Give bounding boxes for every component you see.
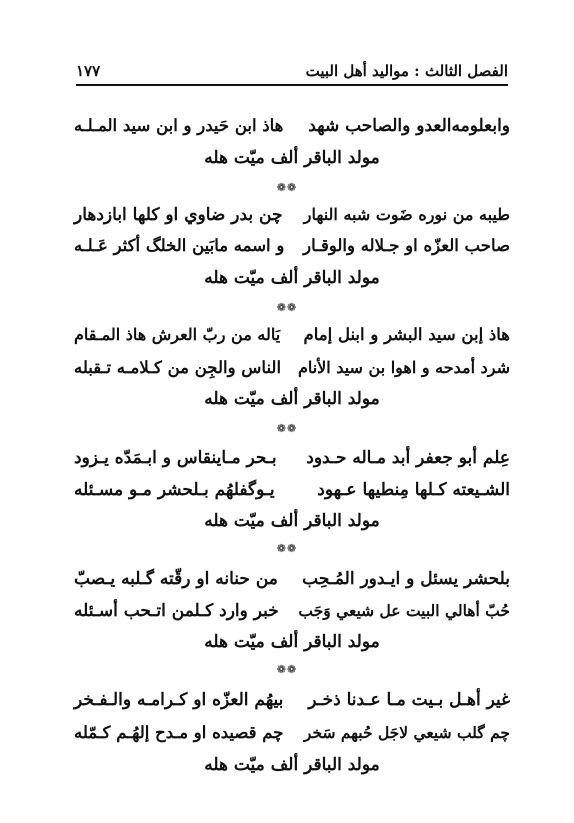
refrain-line: مولد الباقر ألف ميّت هله [204, 511, 380, 531]
verse-line [74, 596, 510, 626]
verse-first-hemistich: شرد أمدحه و اهوا بن سيد الأنام [297, 358, 510, 377]
stanza-separator: ❁❁ [276, 422, 298, 435]
verse-first-hemistich: عِلم أبو جعفر أبد مـاله حـدود [306, 448, 510, 468]
verse-second-hemistich: و اسمه مابَين الخلگ أكثر عَـلـه [74, 236, 285, 255]
verse-first-hemistich: صاحب العزّه او جـلاله والوقـار [303, 236, 510, 255]
verse-line [74, 353, 510, 383]
verse-first-hemistich: الشـيعته كـلها مِنطيها عـهود [317, 480, 510, 500]
verse-line [74, 685, 510, 715]
verse-second-hemistich: خبر وارد كـلمن اتـحب أسـئله [74, 601, 279, 621]
verse-second-hemistich: الناس والجِن من كـلامـه تـقبله [74, 358, 282, 377]
verse-second-hemistich: چم قصيده او مـدح إلهُـم كـمّله [74, 723, 284, 742]
verse-first-hemistich: چم گلب شيعي لاجَل حُبهم سَخر [303, 723, 510, 742]
verse-first-hemistich: بلحشر يسئل و ايـدور المُـحِب [302, 569, 510, 589]
verse-line [74, 443, 510, 473]
verse-line [74, 200, 510, 230]
page-number: ١٧٧ [76, 62, 101, 80]
verse-first-hemistich: وابعلومه‌العدو والصاحب شهد [308, 116, 510, 136]
refrain-line: مولد الباقر ألف ميّت هله [204, 755, 380, 775]
verse-first-hemistich: غير أهـل بـيت مـا عـدنا ذخـر [308, 690, 510, 710]
refrain-line: مولد الباقر ألف ميّت هله [204, 389, 380, 409]
verse-first-hemistich: طيبه من نوره ضَوت شبه النهار [303, 205, 510, 224]
stanza-separator: ❁❁ [276, 542, 298, 555]
verse-line [74, 564, 510, 594]
refrain-line: مولد الباقر ألف ميّت هله [204, 148, 380, 168]
verse-line [74, 718, 510, 748]
chapter-title: الفصل الثالث : مواليد أهل البيت [305, 62, 508, 80]
verse-second-hemistich: بيهُم العزّه او كـرامـه والـفـخر [74, 690, 284, 710]
verse-second-hemistich: يَاله من ربّ العرش هاذ المـقام [74, 325, 281, 344]
verse-second-hemistich: هاذ ابن حَيدر و ابن سيد المـلـه [74, 116, 284, 135]
refrain-line: مولد الباقر ألف ميّت هله [204, 268, 380, 288]
verse-second-hemistich: چن بدر ضاوي او كلها ابازدهار [74, 205, 283, 225]
verse-first-hemistich: حُبّ أهالي البيت عل شيعي وَجَب [298, 601, 510, 620]
header-rule [76, 84, 508, 86]
page-header [76, 52, 508, 84]
verse-second-hemistich: من حنانه او رقّته گـلبه يـصبّ [74, 569, 278, 589]
stanza-separator: ❁❁ [276, 181, 298, 194]
verse-line [74, 231, 510, 261]
verse-first-hemistich: هاذ إبن سيد البشر و ابنل إمام [303, 325, 510, 344]
verse-line [74, 111, 510, 141]
refrain-line: مولد الباقر ألف ميّت هله [204, 632, 380, 652]
verse-line [74, 475, 510, 505]
verse-line [74, 320, 510, 350]
stanza-separator: ❁❁ [276, 663, 298, 676]
stanza-separator: ❁❁ [276, 301, 298, 314]
verse-second-hemistich: بـحر مـاينقاس و ابـمَدّه يـزود [74, 448, 277, 468]
verse-second-hemistich: يـوگفلهُم بـلحشر مـو مسـئله [74, 480, 275, 500]
